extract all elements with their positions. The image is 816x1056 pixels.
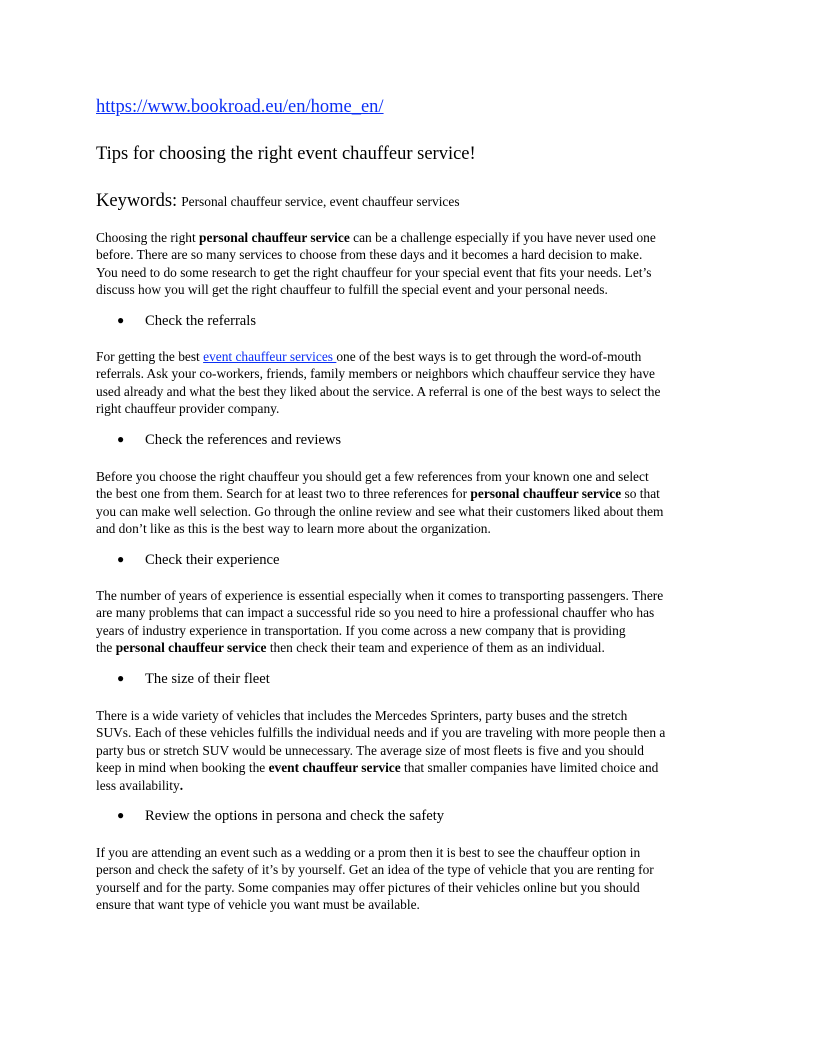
event-chauffeur-services-link[interactable]: event chauffeur services [203,349,337,364]
paragraph-line: keep in mind when booking the event chauffeur service that smaller companies have limited choice and [96,760,659,776]
intro-line: You need to do some research to get the right chauffeur for your special event that fits your needs. Let’s [96,264,652,280]
paragraph-line: and don’t like as this is the best way to learn more about the organization. [96,521,491,537]
paragraph-line: ensure that want type of vehicle you want must be available. [96,897,420,913]
safety-paragraph [96,844,724,914]
paragraph-line: less availability. [96,777,184,793]
paragraph-line: There is a wide variety of vehicles that includes the Mercedes Sprinters, party buses and the stretch [96,708,628,723]
bullet-dot-icon: ● [117,313,125,327]
website-link[interactable]: https://www.bookroad.eu/en/home_en/ [96,97,384,117]
paragraph-line: Before you choose the right chauffeur you should get a few references from your known one and select [96,469,649,484]
intro-line: Choosing the right personal chauffeur service can be a challenge especially if you have never used one [96,230,656,245]
keyword-bold: personal chauffeur service [115,640,267,656]
paragraph-line: are many problems that can impact a successful ride so you need to hire a professional chauffer who has [96,605,655,621]
bullet-heading-experience: ● Check their experience [117,552,280,568]
bullet-heading-references: ● Check the references and reviews [117,432,342,448]
experience-paragraph [96,587,724,657]
bullet-heading-fleet: ● The size of their fleet [117,671,270,687]
paragraph-line: the best one from them. Search for at least two to three references for personal chauffeur service so that [96,486,660,502]
paragraph-line: used already and what the best they liked about the service. A referral is one of the best ways to select the [96,383,661,399]
paragraph-line: SUVs. Each of these vehicles fulfills the individual needs and if you are traveling with more people then a [96,725,666,741]
referrals-paragraph [96,348,724,418]
fleet-paragraph [96,707,724,794]
intro-paragraph [96,229,724,299]
paragraph-line: you can make well selection. Go through the online review and see what their customers liked about them [96,503,664,519]
bullet-heading-referrals: ● Check the referrals [117,313,257,329]
paragraph-line: right chauffeur provider company. [96,401,280,417]
paragraph-line: yourself and for the party. Some companies may offer pictures of their vehicles online but you should [96,879,640,895]
paragraph-line: If you are attending an event such as a wedding or a prom then it is best to see the chauffeur option in [96,845,641,860]
keywords-label: Keywords: [96,191,178,211]
bullet-dot-icon: ● [117,671,125,685]
paragraph-line: years of industry experience in transportation. If you come across a new company that is providing [96,622,626,638]
paragraph-line: The number of years of experience is essential especially when it comes to transporting passengers. There [96,588,664,603]
bullet-dot-icon: ● [117,808,125,822]
bullet-dot-icon: ● [117,432,125,446]
paragraph-line: referrals. Ask your co-workers, friends, family members or neighbors which chauffeur service they have [96,366,655,382]
keyword-bold: personal chauffeur service [199,230,350,245]
keyword-bold: personal chauffeur service [470,486,622,502]
intro-line: discuss how you will get the right chauffeur to fulfill the special event and your personal needs. [96,282,608,298]
bullet-heading-safety: ● Review the options in persona and check the safety [117,808,445,824]
references-paragraph [96,468,724,538]
paragraph-line: For getting the best event chauffeur services one of the best ways is to get through the word-of-mouth [96,349,642,364]
keyword-bold: event chauffeur service [268,760,401,776]
paragraph-line: party bus or stretch SUV would be unnecessary. The average size of most fleets is five and you should [96,742,644,758]
paragraph-line: person and check the safety of it’s by yourself. Get an idea of the type of vehicle that you are renting for [96,862,654,878]
bullet-dot-icon: ● [117,552,125,566]
intro-line: before. There are so many services to choose from these days and it becomes a hard decision to make. [96,247,643,263]
paragraph-line: the personal chauffeur service then check their team and experience of them as an individual. [96,640,605,656]
document-title: Tips for choosing the right event chauffeur service! [96,144,476,164]
keywords-line [96,191,460,212]
keywords-values: Personal chauffeur service, event chauffeur services [181,194,460,209]
